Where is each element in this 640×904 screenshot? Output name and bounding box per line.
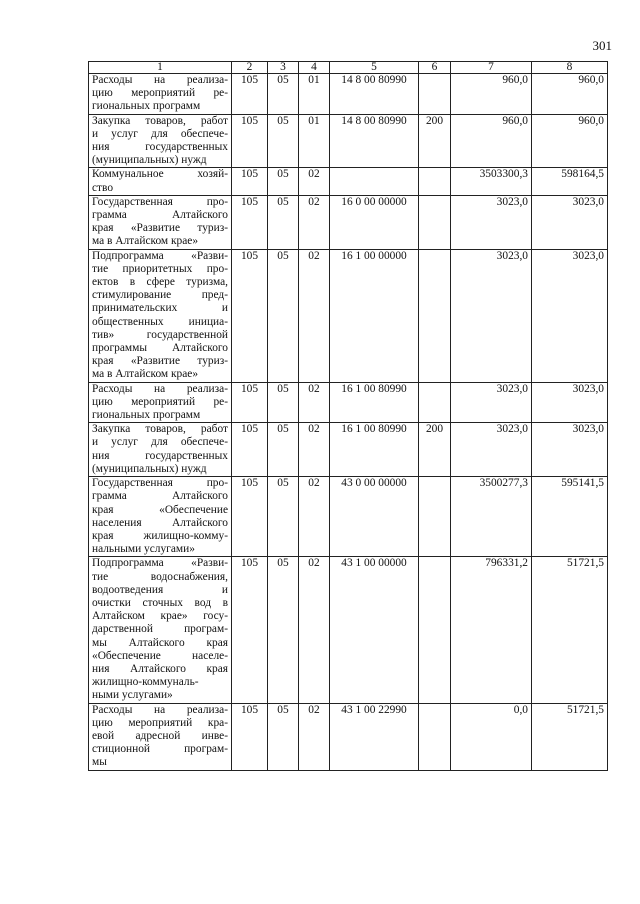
row-name-line: ектов в сфере туризма,: [92, 276, 228, 289]
row-subsection-cell: 02: [299, 703, 330, 770]
row-name-cell: [89, 477, 232, 557]
row-name-line: края «Развитие туриз-: [92, 222, 228, 235]
row-name-line: стимулирование пред-: [92, 289, 228, 302]
row-name-line: гиональных программ: [92, 409, 201, 422]
row-section-cell: 05: [268, 423, 299, 477]
row-amount-cell: 3023,0: [451, 249, 532, 382]
row-name-line: Закупка товаров, работ: [92, 423, 228, 436]
row-target-article-cell: 16 1 00 80990: [330, 423, 419, 477]
row-amount-cell: 595141,5: [532, 477, 608, 557]
row-amount-cell: 598164,5: [532, 168, 608, 195]
row-name-cell: [89, 114, 232, 168]
row-subsection-cell: 02: [299, 423, 330, 477]
row-name-line: евой адресной инве-: [92, 729, 228, 742]
row-code-cell: 105: [232, 168, 268, 195]
row-subsection-cell: 02: [299, 382, 330, 423]
row-amount-cell: 3023,0: [451, 423, 532, 477]
column-header: 5: [330, 62, 419, 74]
row-name-line: мы: [92, 756, 107, 769]
row-amount-cell: 3023,0: [532, 195, 608, 249]
row-name-cell: [89, 382, 232, 423]
column-header: 8: [532, 62, 608, 74]
row-name-line: мы Алтайского края: [92, 636, 228, 649]
row-target-article-cell: 16 1 00 00000: [330, 249, 419, 382]
row-name-line: цию мероприятий кра-: [92, 716, 228, 729]
row-amount-cell: 3023,0: [532, 423, 608, 477]
row-expense-type-cell: [419, 195, 451, 249]
row-code-cell: 105: [232, 477, 268, 557]
row-name-line: очистки сточных вод в: [92, 596, 228, 609]
row-name-cell: [89, 74, 232, 115]
row-name-line: (муниципальных) нужд: [92, 462, 207, 475]
table-row: [89, 168, 608, 195]
row-name-line: и услуг для обеспече-: [92, 127, 228, 140]
row-name-line: ство: [92, 181, 114, 194]
row-name-line: водоотведения и: [92, 583, 228, 596]
row-code-cell: 105: [232, 557, 268, 703]
table-row: [89, 703, 608, 770]
row-amount-cell: 3503300,3: [451, 168, 532, 195]
row-amount-cell: 3023,0: [451, 382, 532, 423]
row-amount-cell: 960,0: [451, 74, 532, 115]
row-code-cell: 105: [232, 74, 268, 115]
row-name-line: грамма Алтайского: [92, 490, 228, 503]
row-code-cell: 105: [232, 114, 268, 168]
row-amount-cell: 960,0: [532, 114, 608, 168]
row-code-cell: 105: [232, 703, 268, 770]
row-name-line: ными услугами»: [92, 689, 173, 702]
row-code-cell: 105: [232, 382, 268, 423]
row-name-line: ния государственных: [92, 449, 228, 462]
row-subsection-cell: 02: [299, 168, 330, 195]
table-row: [89, 74, 608, 115]
row-amount-cell: 3023,0: [451, 195, 532, 249]
row-section-cell: 05: [268, 703, 299, 770]
row-name-line: Расходы на реализа-: [92, 74, 228, 86]
row-name-line: цию мероприятий ре-: [92, 395, 228, 408]
row-amount-cell: 3500277,3: [451, 477, 532, 557]
row-name-cell: [89, 423, 232, 477]
row-section-cell: 05: [268, 114, 299, 168]
row-name-line: (муниципальных) нужд: [92, 154, 207, 167]
row-section-cell: 05: [268, 382, 299, 423]
row-expense-type-cell: [419, 382, 451, 423]
row-name-line: края «Развитие туриз-: [92, 355, 228, 368]
row-subsection-cell: 02: [299, 195, 330, 249]
table-row: [89, 557, 608, 703]
row-name-cell: [89, 168, 232, 195]
table-row: [89, 382, 608, 423]
row-section-cell: 05: [268, 557, 299, 703]
row-code-cell: 105: [232, 249, 268, 382]
row-name-line: ния государственных: [92, 141, 228, 154]
row-section-cell: 05: [268, 477, 299, 557]
row-target-article-cell: 43 0 00 00000: [330, 477, 419, 557]
table-row: [89, 195, 608, 249]
row-name-cell: [89, 249, 232, 382]
row-name-line: края «Обеспечение: [92, 503, 228, 516]
page-number: 301: [592, 38, 612, 53]
row-name-cell: [89, 195, 232, 249]
row-target-article-cell: 14 8 00 80990: [330, 74, 419, 115]
table-row: [89, 249, 608, 382]
row-name-line: цию мероприятий ре-: [92, 87, 228, 100]
row-name-line: принимательских и: [92, 302, 228, 315]
column-header: 3: [268, 62, 299, 74]
row-subsection-cell: 02: [299, 557, 330, 703]
row-code-cell: 105: [232, 195, 268, 249]
row-expense-type-cell: [419, 477, 451, 557]
row-name-line: Закупка товаров, работ: [92, 114, 228, 127]
budget-table: [88, 61, 608, 771]
row-name-line: программы Алтайского: [92, 342, 228, 355]
row-name-cell: [89, 703, 232, 770]
row-name-line: дарственной програм-: [92, 623, 228, 636]
row-name-line: Расходы на реализа-: [92, 703, 228, 716]
column-header: 7: [451, 62, 532, 74]
row-name-line: ма в Алтайском крае»: [92, 368, 199, 381]
row-name-line: грамма Алтайского: [92, 209, 228, 222]
row-name-line: гиональных программ: [92, 100, 201, 113]
row-amount-cell: 796331,2: [451, 557, 532, 703]
column-header: 6: [419, 62, 451, 74]
row-target-article-cell: 14 8 00 80990: [330, 114, 419, 168]
row-target-article-cell: 16 1 00 80990: [330, 382, 419, 423]
table-row: [89, 114, 608, 168]
row-amount-cell: 960,0: [532, 74, 608, 115]
row-name-line: тие водоснабжения,: [92, 570, 228, 583]
row-target-article-cell: 43 1 00 22990: [330, 703, 419, 770]
row-name-line: ния Алтайского края: [92, 662, 228, 675]
row-subsection-cell: 02: [299, 477, 330, 557]
row-code-cell: 105: [232, 423, 268, 477]
row-name-line: тие приоритетных про-: [92, 262, 228, 275]
row-subsection-cell: 01: [299, 74, 330, 115]
row-name-line: Расходы на реализа-: [92, 382, 228, 395]
row-name-line: Коммунальное хозяй-: [92, 168, 228, 181]
row-target-article-cell: 43 1 00 00000: [330, 557, 419, 703]
row-name-line: нальными услугами»: [92, 543, 195, 556]
column-header: 2: [232, 62, 268, 74]
table-row: [89, 477, 608, 557]
table-row: [89, 423, 608, 477]
column-header: 4: [299, 62, 330, 74]
row-expense-type-cell: [419, 557, 451, 703]
row-target-article-cell: [330, 168, 419, 195]
row-amount-cell: 51721,5: [532, 703, 608, 770]
row-name-line: ма в Алтайском крае»: [92, 235, 199, 248]
row-name-cell: [89, 557, 232, 703]
row-name-line: Алтайском крае» госу-: [92, 610, 228, 623]
row-target-article-cell: 16 0 00 00000: [330, 195, 419, 249]
row-name-line: края жилищно-комму-: [92, 529, 228, 542]
row-name-line: Подпрограмма «Разви-: [92, 249, 228, 262]
row-name-line: Государственная про-: [92, 195, 228, 208]
row-name-line: и услуг для обеспече-: [92, 436, 228, 449]
row-name-line: общественных инициа-: [92, 315, 228, 328]
row-expense-type-cell: [419, 74, 451, 115]
column-header: 1: [89, 62, 232, 74]
row-name-line: «Обеспечение населе-: [92, 649, 228, 662]
row-name-line: Государственная про-: [92, 477, 228, 490]
row-amount-cell: 0,0: [451, 703, 532, 770]
row-subsection-cell: 02: [299, 249, 330, 382]
row-section-cell: 05: [268, 168, 299, 195]
row-name-line: жилищно-коммуналь-: [92, 676, 199, 689]
row-amount-cell: 3023,0: [532, 249, 608, 382]
table-header-row: [89, 62, 608, 74]
row-expense-type-cell: [419, 249, 451, 382]
row-expense-type-cell: 200: [419, 114, 451, 168]
row-amount-cell: 3023,0: [532, 382, 608, 423]
row-expense-type-cell: 200: [419, 423, 451, 477]
row-section-cell: 05: [268, 74, 299, 115]
row-section-cell: 05: [268, 195, 299, 249]
row-name-line: населения Алтайского: [92, 516, 228, 529]
row-amount-cell: 960,0: [451, 114, 532, 168]
row-name-line: тив» государственной: [92, 328, 228, 341]
row-amount-cell: 51721,5: [532, 557, 608, 703]
row-expense-type-cell: [419, 168, 451, 195]
row-name-line: стиционной програм-: [92, 743, 228, 756]
row-name-line: Подпрограмма «Разви-: [92, 557, 228, 570]
row-subsection-cell: 01: [299, 114, 330, 168]
row-section-cell: 05: [268, 249, 299, 382]
row-expense-type-cell: [419, 703, 451, 770]
